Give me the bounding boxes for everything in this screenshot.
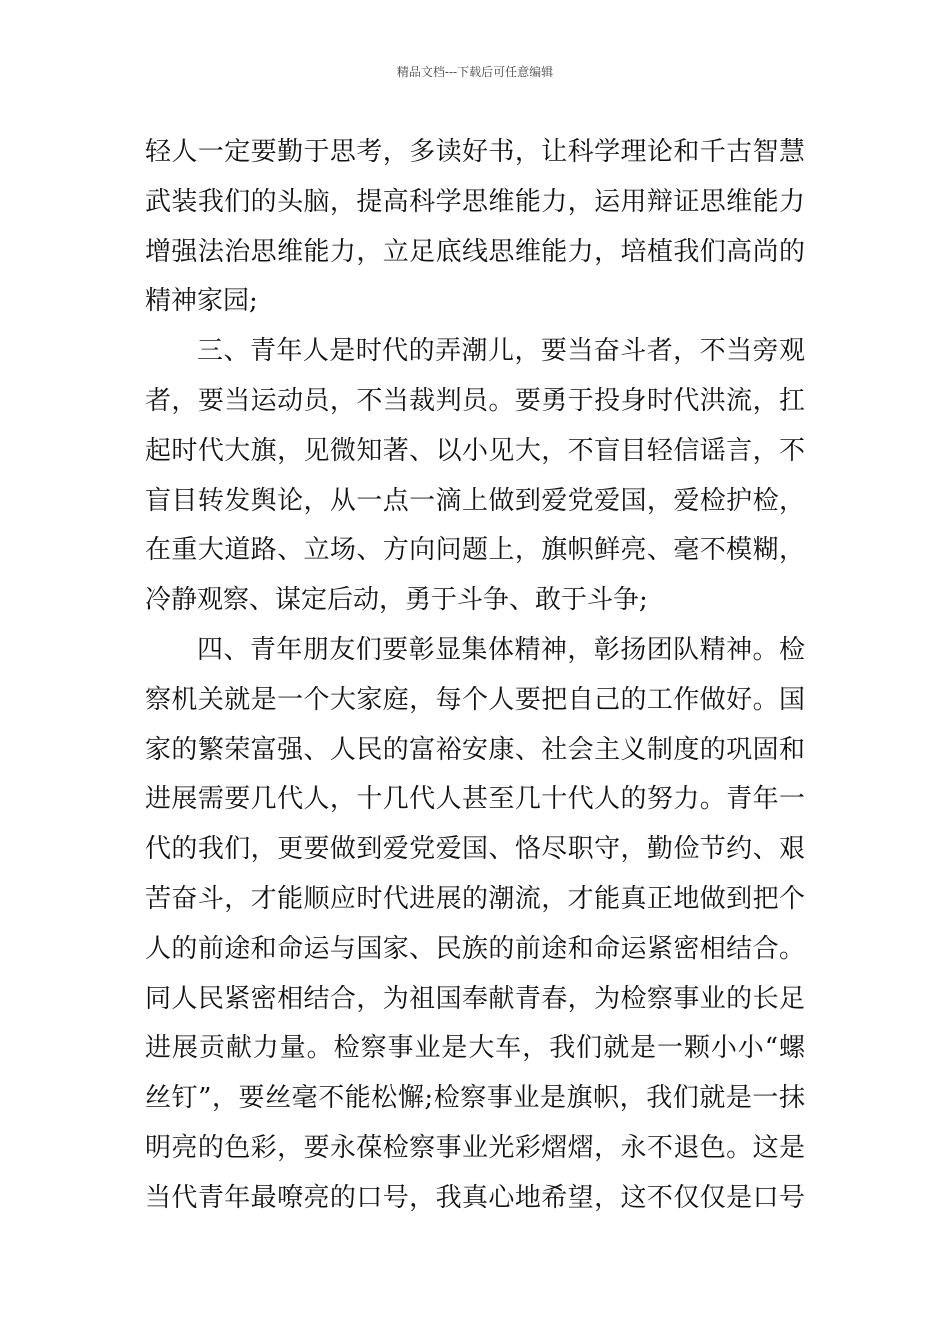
- text-line: 同人民紧密相结合，为祖国奉献青春，为检察事业的长足: [145, 983, 805, 1014]
- text-line: 进展贡献力量。检察事业是大车，我们就是一颗小小“螺: [145, 1033, 805, 1064]
- text-line: 盲目转发舆论，从一点一滴上做到爱党爱国，爱检护检，: [145, 485, 805, 516]
- text-line: 精神家园;: [145, 286, 258, 317]
- text-line: 冷静观察、谋定后动，勇于斗争、敢于斗争;: [145, 585, 648, 616]
- text-line: 丝钉”，要丝毫不能松懈;检察事业是旗帜，我们就是一抹: [145, 1083, 805, 1114]
- text-line: 起时代大旗，见微知著、以小见大，不盲目轻信谣言，不: [145, 435, 805, 466]
- text-line: 当代青年最嘹亮的口号，我真心地希望，这不仅仅是口号: [145, 1182, 805, 1213]
- text-line: 增强法治思维能力，立足底线思维能力，培植我们高尚的: [145, 236, 805, 267]
- text-line: 进展需要几代人，十几代人甚至几十代人的努力。青年一: [145, 784, 805, 815]
- text-line: 察机关就是一个大家庭，每个人要把自己的工作做好。国: [145, 684, 805, 715]
- text-line: 代的我们，更要做到爱党爱国、恪尽职守，勤俭节约、艰: [145, 834, 805, 865]
- text-line: 轻人一定要勤于思考，多读好书，让科学理论和千古智慧: [145, 137, 805, 167]
- document-body: [145, 128, 805, 1224]
- text-line: 在重大道路、立场、方向问题上，旗帜鲜亮、毫不模糊，: [145, 535, 805, 566]
- text-line: 武装我们的头脑，提高科学思维能力，运用辩证思维能力: [145, 186, 805, 217]
- text-line: 苦奋斗，才能顺应时代进展的潮流，才能真正地做到把个: [145, 883, 805, 914]
- page-header: 精品文档---下载后可任意编辑: [396, 65, 554, 79]
- text-line: 家的繁荣富强、人民的富裕安康、社会主义制度的巩固和: [145, 734, 805, 765]
- text-line: 明亮的色彩，要永葆检察事业光彩熠熠，永不退色。这是: [145, 1132, 805, 1163]
- text-line: 人的前途和命运与国家、民族的前途和命运紧密相结合。: [145, 933, 805, 964]
- text-line: 者，要当运动员，不当裁判员。要勇于投身时代洪流，扛: [145, 385, 805, 416]
- text-line: 三、青年人是时代的弄潮儿，要当奋斗者，不当旁观: [197, 336, 805, 367]
- text-line: 四、青年朋友们要彰显集体精神，彰扬团队精神。检: [197, 634, 805, 665]
